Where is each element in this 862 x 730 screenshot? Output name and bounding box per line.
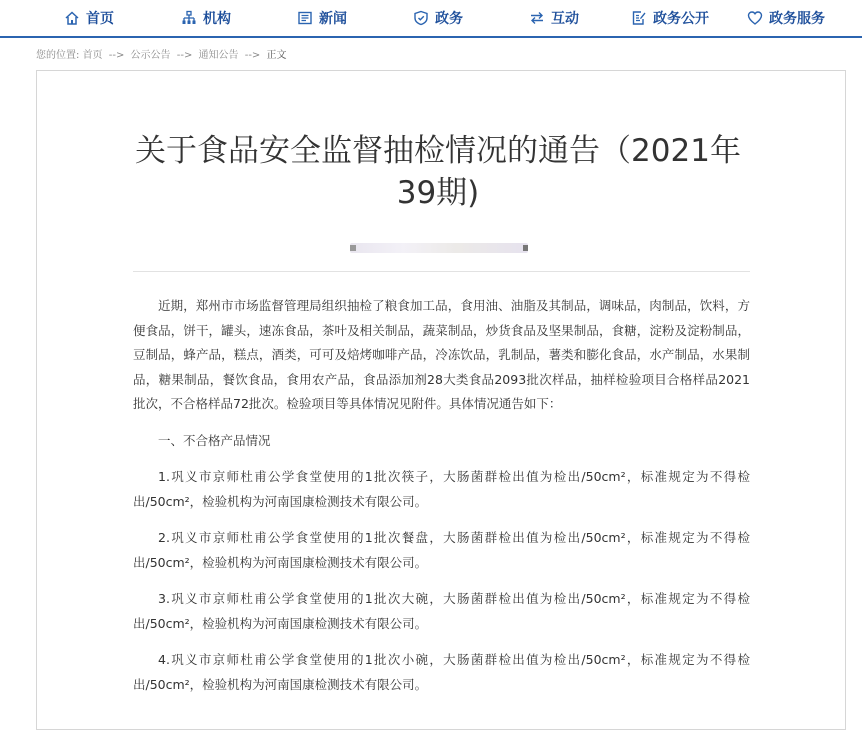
breadcrumb-separator: --> [244, 50, 261, 61]
article-paragraph: 2.巩义市京师杜甫公学食堂使用的1批次餐盘，大肠菌群检出值为检出/50cm²，标准规定为不得检出/50cm²，检验机构为河南国康检测技术有限公司。 [133, 530, 750, 570]
breadcrumb-current: 正文 [266, 50, 287, 61]
heart-icon [747, 10, 763, 26]
exchange-arrows-icon [529, 10, 545, 26]
breadcrumb-link-announcements[interactable]: 公示公告 [130, 50, 171, 61]
article-paragraph: 近期，郑州市市场监督管理局组织抽检了粮食加工品，食用油、油脂及其制品，调味品，肉制品，饮料，方便食品，饼干，罐头，速冻食品，茶叶及相关制品，蔬菜制品，炒货食品及坚果制品，食糖，淀粉及淀粉制品，豆制品，蜂产品，糕点，酒类，可可及焙烤咖啡产品，冷冻饮品，乳制品，薯类和膨化食品，水产制品，水果制品，糖果制品，餐饮食品，食用农产品，食品添加剂28大类食品2093批次样品，抽样检验项目合格样品2021批次，不合格样品72批次。检验项目等具体情况见附件。具体情况通告如下： [133, 298, 750, 411]
document-edit-icon [631, 10, 647, 26]
nav-item-label: 机构 [203, 11, 231, 27]
nav-item-label: 政务服务 [769, 11, 825, 27]
nav-item-home[interactable] [64, 0, 114, 36]
breadcrumb-separator: --> [176, 50, 193, 61]
article-paragraph: 3.巩义市京师杜甫公学食堂使用的1批次大碗，大肠菌群检出值为检出/50cm²，标准规定为不得检出/50cm²，检验机构为河南国康检测技术有限公司。 [133, 591, 750, 631]
shield-icon [413, 10, 429, 26]
title-divider [133, 271, 750, 272]
breadcrumb [36, 46, 287, 61]
article-body [133, 294, 750, 697]
nav-item-label: 政务公开 [653, 11, 709, 27]
article-meta-blurred [350, 243, 528, 253]
nav-item-label: 首页 [86, 11, 114, 27]
article-title: 关于食品安全监督抽检情况的通告（2021年39期) [135, 133, 741, 211]
breadcrumb-prefix: 您的位置: [36, 50, 80, 61]
nav-item-public-affairs[interactable] [631, 0, 709, 36]
nav-item-label: 互动 [551, 11, 579, 27]
breadcrumb-link-notices[interactable]: 通知公告 [198, 50, 239, 61]
newspaper-icon [297, 10, 313, 26]
section-heading: 一、不合格产品情况 [158, 432, 271, 448]
nav-item-public-services[interactable] [747, 0, 825, 36]
nav-item-interaction[interactable] [529, 0, 579, 36]
top-navigation [0, 0, 862, 38]
home-icon [64, 10, 80, 26]
nav-item-news[interactable] [297, 0, 347, 36]
nav-item-government-affairs[interactable] [413, 0, 463, 36]
nav-item-label: 新闻 [319, 11, 347, 27]
article-paragraph: 4.巩义市京师杜甫公学食堂使用的1批次小碗，大肠菌群检出值为检出/50cm²，标准规定为不得检出/50cm²，检验机构为河南国康检测技术有限公司。 [133, 652, 750, 692]
org-chart-icon [181, 10, 197, 26]
breadcrumb-separator: --> [108, 50, 125, 61]
breadcrumb-link-home[interactable]: 首页 [82, 50, 103, 61]
nav-item-label: 政务 [435, 11, 463, 27]
article-paragraph: 1.巩义市京师杜甫公学食堂使用的1批次筷子，大肠菌群检出值为检出/50cm²，标准规定为不得检出/50cm²，检验机构为河南国康检测技术有限公司。 [133, 469, 750, 509]
nav-item-organization[interactable] [181, 0, 231, 36]
